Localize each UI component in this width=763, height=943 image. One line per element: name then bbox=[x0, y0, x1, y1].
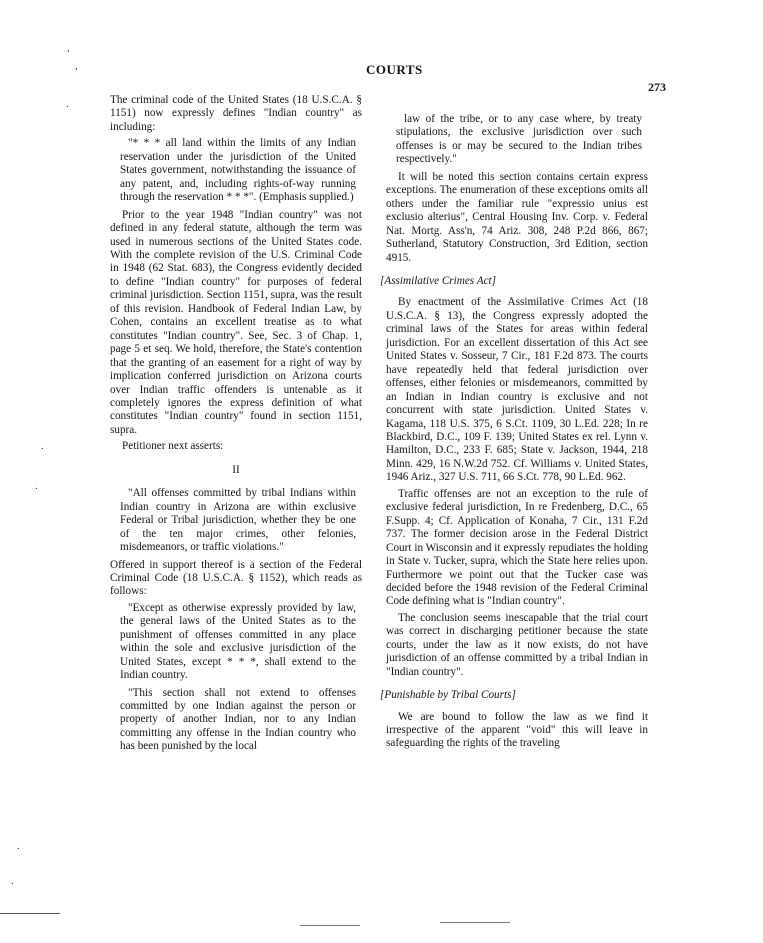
block-quote: "This section shall not extend to offenses committed by one Indian against the person or property of another Indian, nor to any Indian committing any offense in the Indian country who has been punished by the local bbox=[120, 686, 356, 753]
block-quote: law of the tribe, or to any case where, by treaty stipulations, the exclusive jurisdiction over such offenses is or may be secured to the Indian tribes respectively." bbox=[396, 113, 642, 166]
page-number: 273 bbox=[648, 80, 666, 94]
section-heading: [Assimilative Crimes Act] bbox=[380, 274, 497, 287]
scan-speck: , bbox=[75, 60, 78, 72]
paragraph: Traffic offenses are not an exception to the rule of exclusive federal jurisdiction, In re Fredenberg, D.C., 65 F.Supp. 4; Cf. Application of Konaha, 7 Cir., 131 F.2d 737. The former decision arose in the Federal District Court in Wisconsin and it expressly repudiates the holding in State v. Tucker, supra, which the State here relies upon. Furthermore we point out that the Tucker case was decided before the 1948 revision of the Federal Criminal Code defining what is "Indian country". bbox=[386, 487, 648, 608]
right-column bbox=[380, 110, 648, 754]
paragraph: Offered in support thereof is a section of the Federal Criminal Code (18 U.S.C.A. § 1152), which reads as follows: bbox=[110, 558, 362, 598]
paragraph: The conclusion seems inescapable that the trial court was correct in discharging petitioner because the state courts, under the law as it now exists, do not have jurisdiction of an offense committed by a tribal Indian in "Indian country". bbox=[386, 611, 648, 678]
scan-speck: . bbox=[41, 440, 44, 452]
paragraph: Prior to the year 1948 "Indian country" was not defined in any federal statute, although the term was used in numerous sections of the United States code. With the complete revision of the U.S. Criminal Code in 1948 (62 Stat. 683), the Congress evidently decided to define "Indian country" for purposes of federal criminal jurisdiction. Section 1151, supra, was the result of this revision. Handbook of Federal Indian Law, by Cohen, contains an excellent treatise as to what constitutes "Indian country". See, Sec. 3 of Chap. 1, page 5 et seq. We hold, therefore, the State's contention that the granting of an easement for a right of way by implication conferred jurisdiction on Arizona courts over Indian traffic offenders is untenable as it completely ignores the express definition of what constitutes "Indian country" found in section 1151, supra. bbox=[110, 208, 362, 436]
left-column bbox=[110, 94, 362, 758]
scan-speck: . bbox=[66, 98, 69, 110]
scan-speck: . bbox=[17, 840, 20, 852]
block-quote: "All offenses committed by tribal Indians within Indian country in Arizona are within exclusive Federal or Tribal jurisdiction, whether they be one of the ten major crimes, other felonies, misdemeanors, or traffic violations." bbox=[120, 487, 356, 554]
page-header-title: COURTS bbox=[366, 62, 423, 77]
scan-rule bbox=[300, 925, 360, 926]
block-quote: "Except as otherwise expressly provided by law, the general laws of the United States as to the punishment of offenses committed in any place within the sole and exclusive jurisdiction of the United States, except * * *, shall extend to the Indian country. bbox=[120, 601, 356, 682]
paragraph: The criminal code of the United States (18 U.S.C.A. § 1151) now expressly defines "Indian country" as including: bbox=[110, 94, 362, 133]
section-heading: [Punishable by Tribal Courts] bbox=[380, 689, 516, 702]
paragraph: By enactment of the Assimilative Crimes Act (18 U.S.C.A. § 13), the Congress expressly adopted the criminal laws of the States for areas within federal jurisdiction. For an excellent dissertation of this Act see United States v. Sosseur, 7 Cir., 181 F.2d 873. The courts have repeatedly held that federal jurisdiction over offenses, either felonies or misdemeanors, committed by an Indian in Indian country is exclusive and not concurrent with state jurisdiction. United States v. Kagama, 118 U.S. 375, 6 S.Ct. 1109, 30 L.Ed. 228; In re Blackbird, D.C., 109 F. 139; United States ex rel. Lynn v. Hamilton, D.C., 233 F. 685; State v. Jackson, 1944, 218 Minn. 429, 16 N.W.2d 752. Cf. Williams v. United States, 1946 Ariz., 327 U.S. 711, 66 S.Ct. 778, 90 L.Ed. 962. bbox=[386, 296, 648, 484]
scan-speck: , bbox=[67, 42, 70, 54]
section-number: II bbox=[232, 463, 240, 476]
scan-rule bbox=[440, 922, 510, 923]
scan-speck: . bbox=[11, 875, 14, 887]
scan-speck: . bbox=[35, 480, 38, 492]
scan-rule bbox=[0, 913, 60, 914]
paragraph: Petitioner next asserts: bbox=[122, 440, 224, 453]
paragraph: It will be noted this section contains certain express exceptions. The enumeration of these exceptions omits all others under the familiar rule "expressio unius est exclusio alterius", Central Housing Inv. Corp. v. Federal Nat. Mortg. Ass'n, 74 Ariz. 308, 248 P.2d 866, 867; Sutherland, Statutory Construction, 3rd Edition, section 4915. bbox=[386, 170, 648, 264]
paragraph: We are bound to follow the law as we find it irrespective of the apparent "void" this will leave in safeguarding the rights of the traveling bbox=[386, 710, 648, 750]
block-quote: "* * * all land within the limits of any Indian reservation under the jurisdiction of the United States government, notwithstanding the issuance of any patent, and, including rights-of-way running through the reservation * * *". (Emphasis supplied.) bbox=[120, 137, 356, 204]
